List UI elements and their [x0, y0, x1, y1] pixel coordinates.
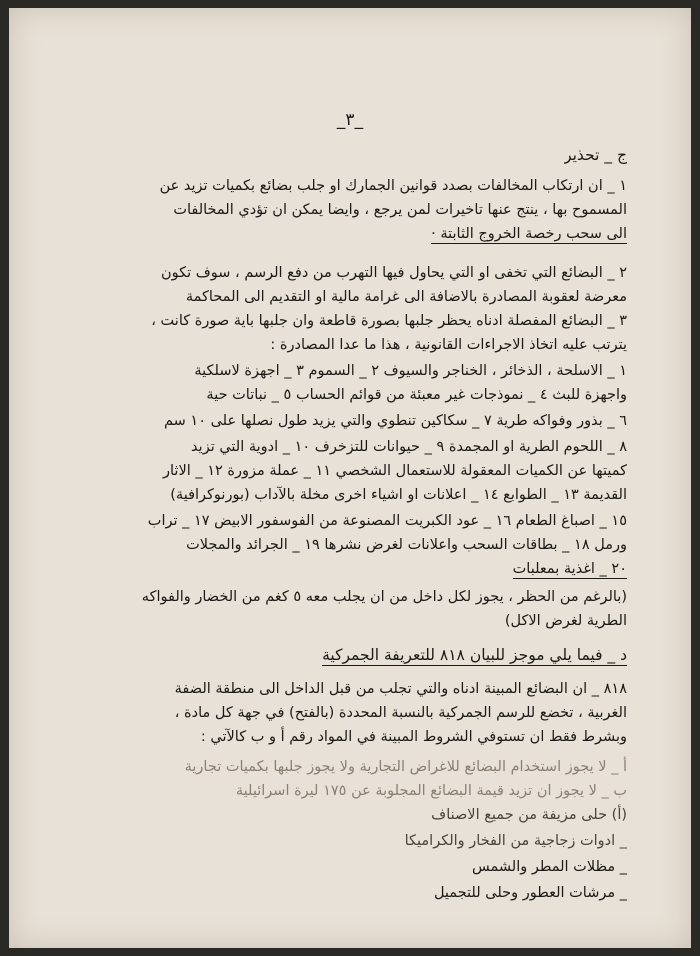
prohibited-item-line: واجهزة للبث ٤ _ نموذجات غير معبئة من قوائم الحساب ٥ _ نباتات حية: [206, 387, 627, 403]
goods-item: _ مرشات العطور وحلى للتجميل: [433, 885, 627, 901]
section-j-line: ٣ _ البضائع المفصلة ادناه يحظر جلبها بصورة قاطعة وان جلبها باية صورة كانت ،: [151, 313, 627, 329]
document-page: [9, 8, 691, 948]
prohibited-item-line: ١٥ _ اصباغ الطعام ١٦ _ عود الكبريت المصنوعة من الفوسفور الابيض ١٧ _ تراب: [147, 513, 627, 529]
goods-item: _ ادوات زجاجية من الفخار والكراميكا: [404, 833, 627, 849]
prohibited-item-line: ٢٠ _ اغذية بمعلبات: [512, 561, 627, 577]
prohibited-item-line: ٨ _ اللحوم الطرية او المجمدة ٩ _ حيوانات للتزخرف ١٠ _ ادوية التي تزيد: [191, 439, 627, 455]
goods-item: _ مظلات المطر والشمس: [471, 859, 627, 875]
section-j-line: الى سحب رخصة الخروج الثابتة ·: [431, 226, 627, 242]
section-j-heading: ج _ تحذير: [564, 146, 627, 164]
prohibited-item-line: كميتها عن الكميات المعقولة للاستعمال الشخصي ١١ _ عملة مزورة ١٢ _ الاثار: [163, 463, 627, 479]
page-number: _٣_: [336, 110, 364, 130]
exception-note: الطرية لغرض الاكل): [504, 613, 627, 629]
section-j-line: معرضة لعقوبة المصادرة بالاضافة الى غرامة مالية او التقديم الى المحاكمة: [185, 289, 627, 305]
section-j-line: يترتب عليه اتخاذ الاجراءات القانونية ، هذا ما عدا المصادرة :: [270, 337, 627, 353]
section-j-line: ٢ _ البضائع التي تخفى او التي يحاول فيها التهرب من دفع الرسم ، سوف تكون: [160, 265, 627, 281]
section-d-line: وبشرط فقط ان تستوفي الشروط المبينة في المواد رقم أ و ب كالآتي :: [200, 729, 627, 745]
section-d-line: ٨١٨ _ ان البضائع المبينة ادناه والتي تجلب من قبل الداخل الى منطقة الضفة: [174, 681, 627, 697]
prohibited-item-line: ١ _ الاسلحة ، الذخائر ، الخناجر والسيوف ٢ _ السموم ٣ _ اجهزة لاسلكية: [194, 363, 627, 379]
section-j-line: ١ _ ان ارتكاب المخالفات بصدد قوانين الجمارك او جلب بضائع بكميات تزيد عن: [159, 178, 627, 194]
goods-item: (أ) حلى مزيفة من جميع الاصناف: [431, 807, 627, 823]
section-d-heading: د _ فيما يلي موجز للبيان ٨١٨ للتعريفة الجمركية: [322, 646, 627, 664]
exception-note: (بالرغم من الحظر ، يجوز لكل داخل من ان يجلب معه ٥ كغم من الخضار والفواكه: [141, 589, 627, 605]
condition-line: ب _ لا يجوز ان تزيد قيمة البضائع المجلوبة عن ١٧٥ ليرة اسرائيلية: [235, 783, 627, 799]
prohibited-item-line: ٦ _ بذور وفواكه طرية ٧ _ سكاكين تنطوي والتي يزيد طول نصلها على ١٠ سم: [163, 413, 627, 429]
condition-line: أ _ لا يجوز استخدام البضائع للاغراض التجارية ولا يجوز جلبها بكميات تجارية: [184, 759, 627, 775]
prohibited-item-line: القديمة ١٣ _ الطوابع ١٤ _ اعلانات او اشياء اخرى مخلة بالآداب (بورنوكرافية): [170, 487, 627, 503]
prohibited-item-line: ورمل ١٨ _ بطاقات السحب واعلانات لغرض نشرها ١٩ _ الجرائد والمجلات: [186, 537, 627, 553]
section-j-line: المسموح بها ، ينتج عنها تاخيرات لمن يرجع ، وايضا يمكن ان تؤدي المخالفات: [173, 202, 627, 218]
section-d-line: الغربية ، تخضع للرسم الجمركية بالنسبة المحددة (بالفتح) في جهة كل مادة ،: [174, 705, 627, 721]
